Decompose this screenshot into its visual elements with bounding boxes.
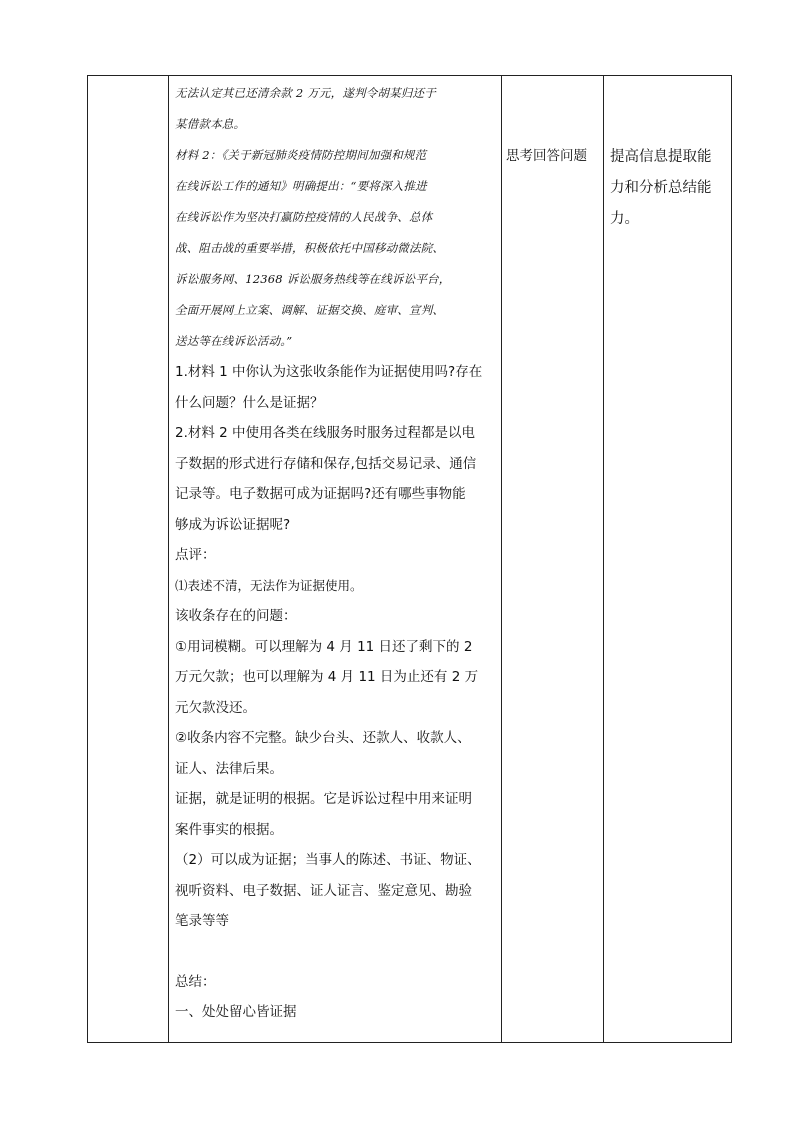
material-text bbox=[175, 78, 495, 357]
design-intent-line: 提高信息提取能 bbox=[610, 149, 712, 165]
question-text bbox=[175, 357, 495, 571]
answer-line: 案件事实的根据。 bbox=[175, 821, 283, 838]
answer-line: 证人、法律后果。 bbox=[175, 760, 283, 777]
material-line: 诉讼服务网、12368 诉讼服务热线等在线诉讼平台， bbox=[175, 272, 451, 286]
question-line: 1.材料 1 中你认为这张收条能作为证据使用吗?存在 bbox=[175, 364, 483, 380]
material-line: 某借款本息。 bbox=[175, 117, 246, 131]
material-line: 在线诉讼工作的通知》明确提出：“要将深入推进 bbox=[175, 179, 427, 193]
student-activity-cell bbox=[502, 76, 604, 1043]
answer-line: 笔录等等 bbox=[175, 913, 229, 929]
answer-line: 万元欠款；也可以理解为 4 月 11 日为止还有 2 万 bbox=[175, 669, 479, 685]
table-row bbox=[88, 76, 732, 1043]
comment-point: ⑴表述不清，无法作为证据使用。 bbox=[175, 577, 363, 593]
summary-title: 总结： bbox=[175, 973, 216, 990]
question-line: 够成为诉讼证据呢? bbox=[175, 516, 291, 533]
answer-line: ②收条内容不完整。缺少台头、还款人、收款人、 bbox=[175, 730, 471, 746]
design-intent-cell bbox=[604, 76, 732, 1043]
blank-line bbox=[175, 937, 495, 967]
material-line: 在线诉讼作为坚决打赢防控疫情的人民战争、总体 bbox=[175, 210, 433, 224]
material-line: 送达等在线诉讼活动。” bbox=[175, 334, 293, 348]
material-line: 材料 2：《关于新冠肺炎疫情防控期间加强和规范 bbox=[175, 148, 427, 162]
material-line: 无法认定其已还清余款 2 万元，遂判令胡某归还于 bbox=[175, 86, 436, 100]
answer-text bbox=[175, 601, 495, 937]
question-line: 记录等。电子数据可成为证据吗?还有哪些事物能 bbox=[175, 486, 466, 502]
answer-line: 元欠款没还。 bbox=[175, 699, 256, 716]
answer-line: （2）可以成为证据；当事人的陈述、书证、物证、 bbox=[175, 852, 481, 868]
material-line: 全面开展网上立案、调解、证据交换、庭审、宣判、 bbox=[175, 303, 445, 317]
answer-line: 视听资料、电子数据、证人证言、鉴定意见、勘验 bbox=[175, 882, 472, 899]
question-line: 子数据的形式进行存储和保存,包括交易记录、通信 bbox=[175, 455, 477, 472]
student-activity-text: 思考回答问题 bbox=[506, 148, 587, 164]
summary-point: 一、处处留心皆证据 bbox=[175, 1004, 297, 1020]
question-line: 什么问题？什么是证据？ bbox=[175, 394, 324, 411]
design-intent-line: 力和分析总结能 bbox=[610, 180, 712, 196]
stage-cell bbox=[88, 76, 169, 1043]
material-line: 战、阻击战的重要举措，积极依托中国移动微法院、 bbox=[175, 241, 445, 255]
design-intent-line: 力。 bbox=[610, 211, 639, 227]
answer-line: 该收条存在的问题： bbox=[175, 608, 297, 624]
question-line: 2.材料 2 中使用各类在线服务时服务过程都是以电 bbox=[175, 425, 476, 441]
answer-line: ①用词模糊。可以理解为 4 月 11 日还了剩下的 2 bbox=[175, 638, 473, 655]
lesson-plan-table bbox=[87, 75, 732, 1043]
answer-line: 证据，就是证明的根据。它是诉讼过程中用来证明 bbox=[175, 791, 472, 807]
question-line: 点评： bbox=[175, 547, 216, 563]
teaching-content-cell bbox=[169, 76, 502, 1043]
